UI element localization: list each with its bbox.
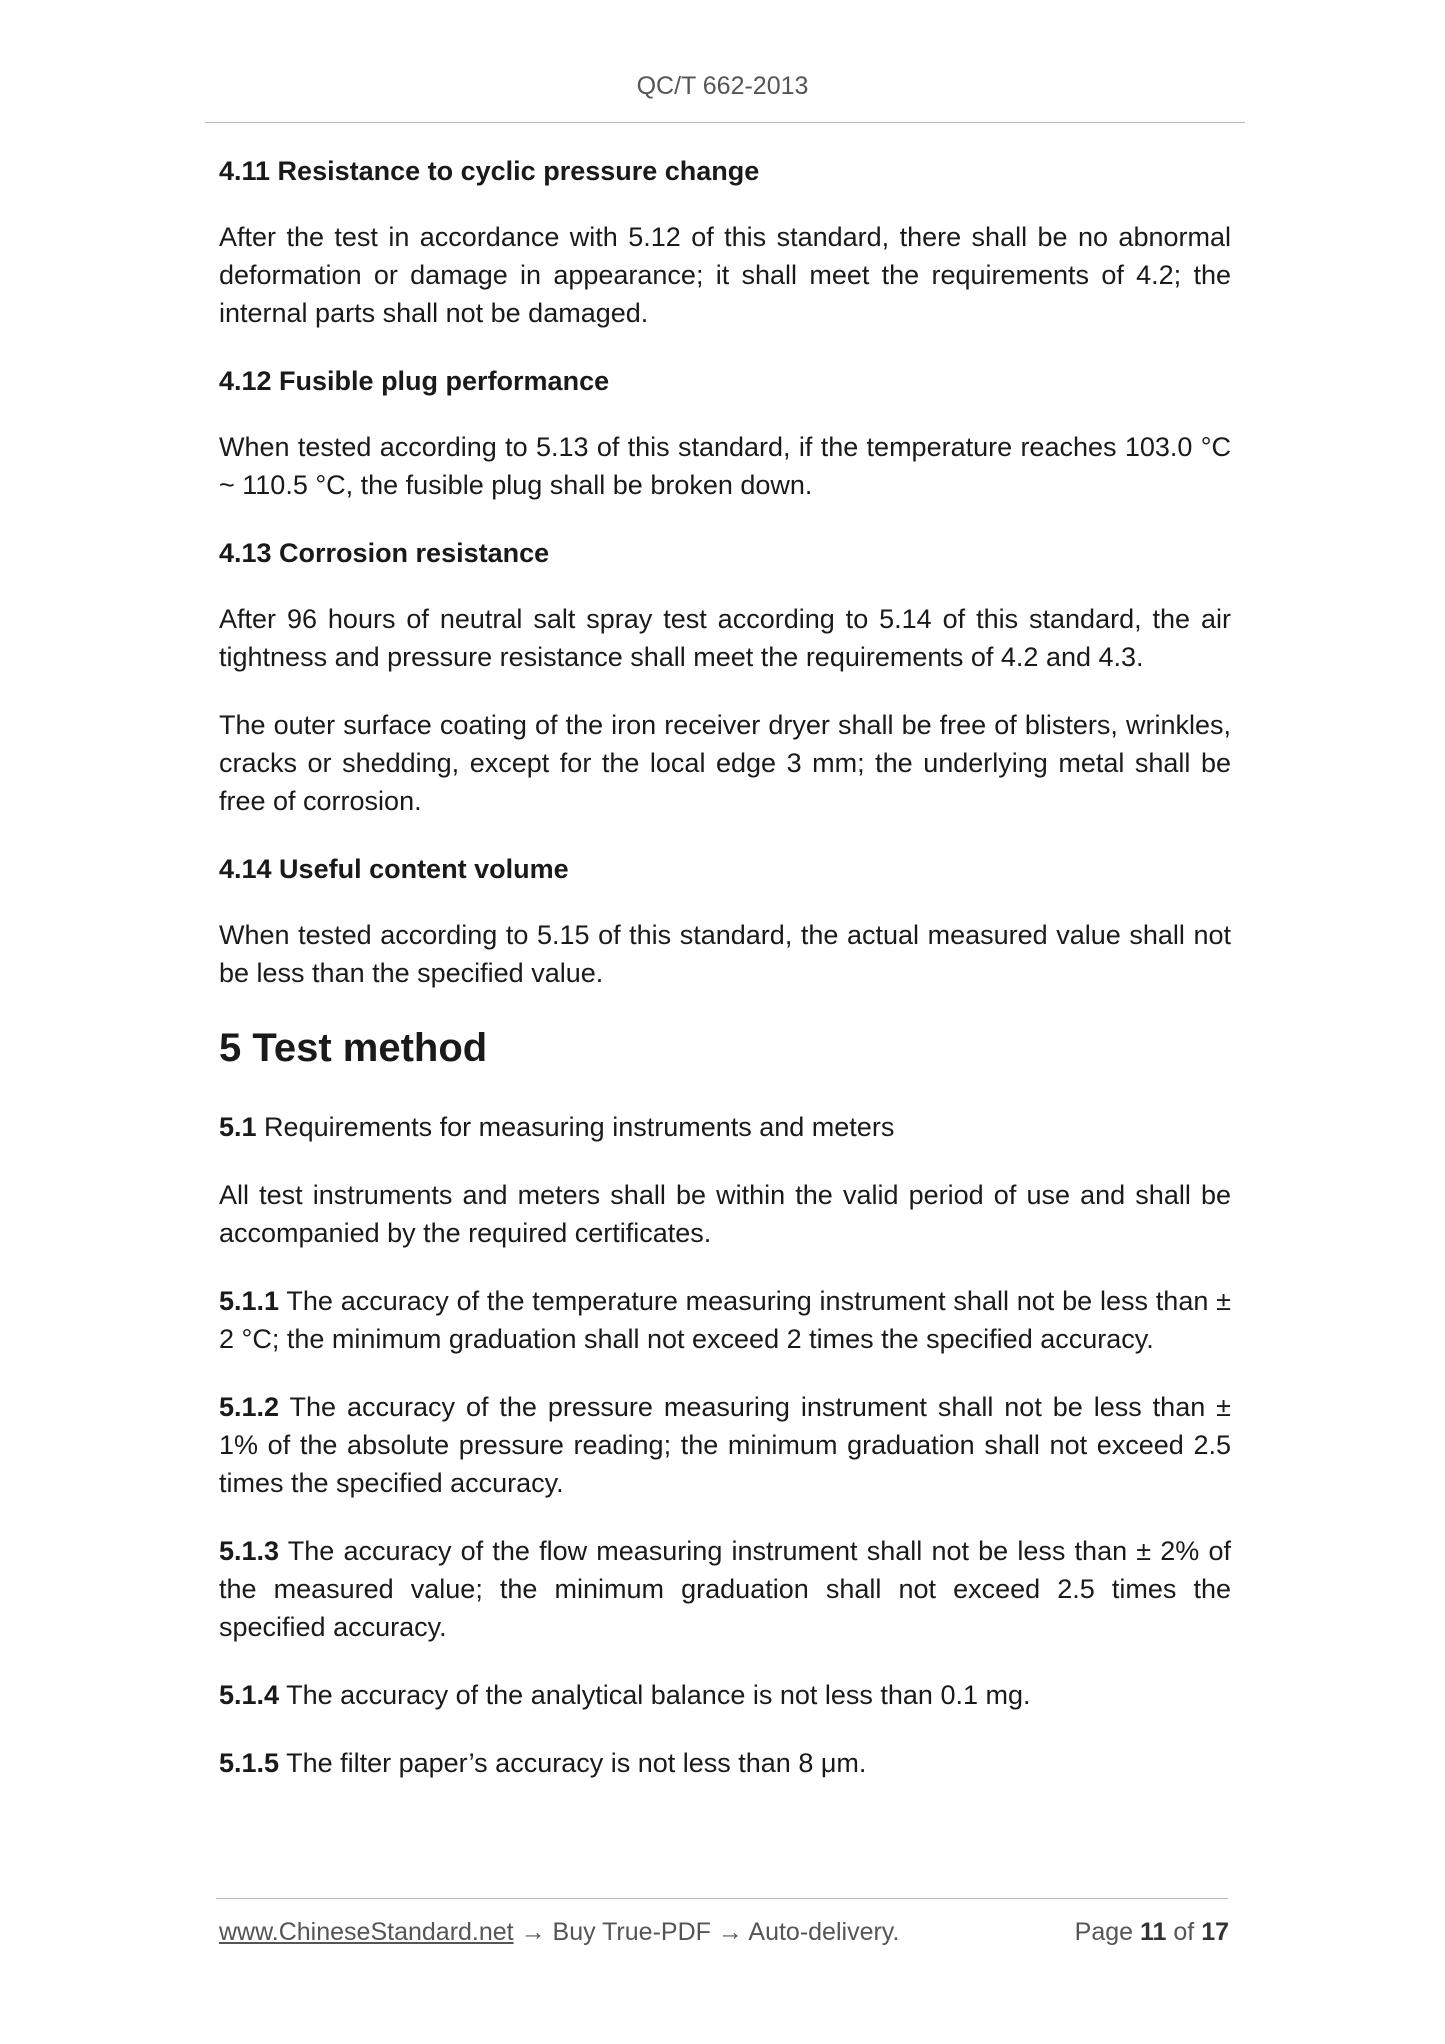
- clause-text: The accuracy of the flow measuring instrument shall not be less than ± 2% of the measured value; the minimum graduation shall not exceed 2.5 times the specified accuracy.: [219, 1536, 1231, 1642]
- section-4-13-paragraph-2: The outer surface coating of the iron receiver dryer shall be free of blisters, wrinkles, cracks or shedding, except for the local edge 3 mm; the underlying metal shall be free of corrosion.: [219, 710, 1231, 816]
- document-id: QC/T 662-2013: [636, 72, 809, 100]
- clause-5-1-2: [219, 1388, 1231, 1502]
- clause-text: The accuracy of the analytical balance is not less than 0.1 mg.: [279, 1680, 1031, 1710]
- footer-tagline: → Buy True-PDF → Auto-delivery.: [513, 1918, 900, 1946]
- document-body: [219, 152, 1231, 1812]
- page-label: Page: [1074, 1918, 1134, 1946]
- clause-5-1-3: [219, 1532, 1231, 1646]
- clause-number: 5.1.3: [219, 1536, 280, 1566]
- section-4-14-paragraph: When tested according to 5.15 of this standard, the actual measured value shall not be less than the specified value.: [219, 920, 1231, 988]
- section-4-12-heading: 4.12 Fusible plug performance: [219, 366, 610, 396]
- section-4-14-heading: 4.14 Useful content volume: [219, 854, 569, 884]
- page-number: [1075, 1918, 1229, 1947]
- clause-5-1-1: [219, 1282, 1231, 1358]
- section-4-13-paragraph-1: After 96 hours of neutral salt spray test according to 5.14 of this standard, the air tightness and pressure resistance shall meet the requirements of 4.2 and 4.3.: [219, 604, 1231, 672]
- header-divider: [205, 122, 1245, 123]
- section-5-title: 5 Test method: [219, 1026, 488, 1070]
- chinesestandard-link[interactable]: www.ChineseStandard.net: [219, 1918, 514, 1946]
- clause-number: 5.1: [219, 1112, 257, 1142]
- clause-5-1-5: [219, 1744, 1231, 1782]
- section-4-11-paragraph: After the test in accordance with 5.12 of this standard, there shall be no abnormal deformation or damage in appearance; it shall meet the requirements of 4.2; the internal parts shall not be damaged.: [219, 222, 1231, 328]
- clause-number: 5.1.1: [219, 1286, 280, 1316]
- page-current: 11: [1139, 1918, 1167, 1946]
- section-4-12-paragraph: When tested according to 5.13 of this standard, if the temperature reaches 103.0 °C ~ 110.5 °C, the fusible plug shall be broken down.: [219, 432, 1231, 500]
- clause-text: The filter paper’s accuracy is not less than 8 μm.: [279, 1748, 867, 1778]
- section-4-13-heading: 4.13 Corrosion resistance: [219, 538, 550, 568]
- section-4-11-heading: 4.11 Resistance to cyclic pressure change: [219, 156, 760, 186]
- clause-number: 5.1.4: [219, 1680, 280, 1710]
- footer-divider: [216, 1898, 1228, 1899]
- clause-text: The accuracy of the pressure measuring instrument shall not be less than ± 1% of the absolute pressure reading; the minimum graduation shall not exceed 2.5 times the specified accuracy.: [219, 1392, 1231, 1498]
- clause-text: Requirements for measuring instruments and meters: [256, 1112, 895, 1142]
- clause-number: 5.1.2: [219, 1392, 280, 1422]
- page-total: 17: [1201, 1918, 1229, 1946]
- clause-number: 5.1.5: [219, 1748, 280, 1778]
- clause-5-1-title: [219, 1108, 1231, 1146]
- page-of-label: of: [1173, 1918, 1195, 1946]
- clause-5-1-4: [219, 1676, 1231, 1714]
- page-header: [0, 72, 1445, 101]
- clause-5-1-paragraph: All test instruments and meters shall be within the valid period of use and shall be accompanied by the required certificates.: [219, 1180, 1231, 1248]
- clause-text: The accuracy of the temperature measuring instrument shall not be less than ± 2 °C; the minimum graduation shall not exceed 2 times the specified accuracy.: [219, 1286, 1231, 1354]
- footer-promo: [219, 1918, 899, 1947]
